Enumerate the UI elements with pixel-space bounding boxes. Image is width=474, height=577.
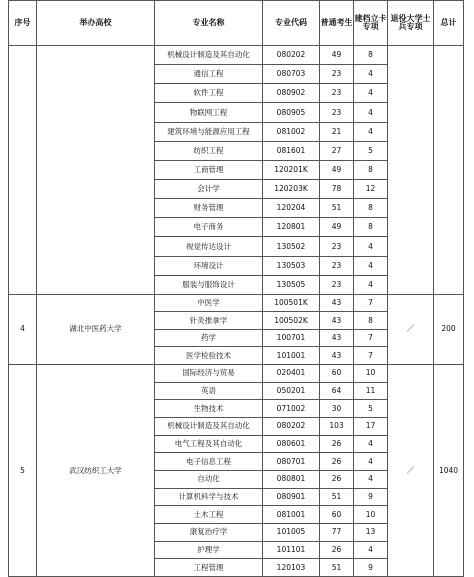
code-cell: 080202	[263, 417, 320, 435]
major-cell: 土木工程	[155, 506, 263, 524]
code-cell: 101005	[263, 524, 320, 542]
card-cell: 4	[354, 65, 388, 84]
total-cell	[434, 46, 464, 295]
general-cell: 49	[320, 160, 354, 179]
total-cell: 1040	[434, 364, 464, 576]
card-cell: 10	[354, 364, 388, 382]
major-cell: 机械设计制造及其自动化	[155, 417, 263, 435]
major-cell: 物联网工程	[155, 103, 263, 122]
code-cell: 080703	[263, 65, 320, 84]
general-cell: 78	[320, 179, 354, 198]
school-cell: 武汉纺织工大学	[37, 364, 155, 576]
general-cell: 49	[320, 46, 354, 65]
school-cell	[37, 46, 155, 295]
major-cell: 康复治疗学	[155, 524, 263, 542]
card-cell: 7	[354, 329, 388, 347]
general-cell: 30	[320, 400, 354, 418]
card-cell: 8	[354, 312, 388, 330]
code-cell: 120103	[263, 559, 320, 577]
code-cell: 080905	[263, 103, 320, 122]
major-cell: 财务管理	[155, 199, 263, 218]
enrollment-table	[8, 0, 464, 577]
general-cell: 23	[320, 275, 354, 294]
code-cell: 080902	[263, 84, 320, 103]
card-cell: 4	[354, 84, 388, 103]
code-cell: 120201K	[263, 160, 320, 179]
card-cell: 4	[354, 453, 388, 471]
seq-cell: 4	[9, 294, 37, 364]
major-cell: 纺织工程	[155, 141, 263, 160]
header-veteran: 退役大学士兵专项	[388, 1, 434, 46]
major-cell: 针灸推拿学	[155, 312, 263, 330]
card-cell: 9	[354, 559, 388, 577]
major-cell: 计算机科学与技术	[155, 488, 263, 506]
code-cell: 100502K	[263, 312, 320, 330]
code-cell: 080601	[263, 435, 320, 453]
major-cell: 生物技术	[155, 400, 263, 418]
table-row	[9, 46, 464, 65]
code-cell: 020401	[263, 364, 320, 382]
header-school: 举办高校	[37, 1, 155, 46]
card-cell: 8	[354, 46, 388, 65]
major-cell: 建筑环境与能源应用工程	[155, 122, 263, 141]
card-cell: 12	[354, 179, 388, 198]
general-cell: 21	[320, 122, 354, 141]
card-cell: 8	[354, 199, 388, 218]
code-cell: 120801	[263, 218, 320, 237]
major-cell: 环境设计	[155, 256, 263, 275]
general-cell: 23	[320, 103, 354, 122]
total-cell: 200	[434, 294, 464, 364]
code-cell: 101001	[263, 347, 320, 365]
code-cell: 100701	[263, 329, 320, 347]
general-cell: 23	[320, 237, 354, 256]
general-cell: 43	[320, 312, 354, 330]
general-cell: 51	[320, 559, 354, 577]
general-cell: 77	[320, 524, 354, 542]
card-cell: 9	[354, 488, 388, 506]
card-cell: 4	[354, 541, 388, 559]
major-cell: 英语	[155, 382, 263, 400]
general-cell: 51	[320, 488, 354, 506]
general-cell: 43	[320, 329, 354, 347]
general-cell: 26	[320, 453, 354, 471]
code-cell: 071002	[263, 400, 320, 418]
major-cell: 通信工程	[155, 65, 263, 84]
code-cell: 081002	[263, 122, 320, 141]
major-cell: 工程管理	[155, 559, 263, 577]
code-cell: 130503	[263, 256, 320, 275]
general-cell: 23	[320, 65, 354, 84]
header-seq: 序号	[9, 1, 37, 46]
major-cell: 自动化	[155, 470, 263, 488]
general-cell: 26	[320, 470, 354, 488]
header-total: 总计	[434, 1, 464, 46]
header-general: 普通考生	[320, 1, 354, 46]
veteran-cell: ／	[388, 364, 434, 576]
general-cell: 64	[320, 382, 354, 400]
code-cell: 130502	[263, 237, 320, 256]
school-cell: 湖北中医药大学	[37, 294, 155, 364]
table-body	[9, 46, 464, 577]
major-cell: 医学检验技术	[155, 347, 263, 365]
code-cell: 050201	[263, 382, 320, 400]
card-cell: 4	[354, 237, 388, 256]
general-cell: 103	[320, 417, 354, 435]
card-cell: 4	[354, 435, 388, 453]
code-cell: 081001	[263, 506, 320, 524]
card-cell: 17	[354, 417, 388, 435]
card-cell: 5	[354, 141, 388, 160]
card-cell: 4	[354, 256, 388, 275]
general-cell: 26	[320, 435, 354, 453]
major-cell: 工商管理	[155, 160, 263, 179]
card-cell: 13	[354, 524, 388, 542]
general-cell: 60	[320, 364, 354, 382]
header-card: 建档立卡专项	[354, 1, 388, 46]
general-cell: 43	[320, 347, 354, 365]
seq-cell	[9, 46, 37, 295]
header-major: 专业名称	[155, 1, 263, 46]
general-cell: 43	[320, 294, 354, 312]
card-cell: 4	[354, 122, 388, 141]
general-cell: 60	[320, 506, 354, 524]
major-cell: 电子商务	[155, 218, 263, 237]
code-cell: 081601	[263, 141, 320, 160]
major-cell: 电子信息工程	[155, 453, 263, 471]
major-cell: 药学	[155, 329, 263, 347]
code-cell: 100501K	[263, 294, 320, 312]
general-cell: 23	[320, 84, 354, 103]
major-cell: 护理学	[155, 541, 263, 559]
header-code: 专业代码	[263, 1, 320, 46]
code-cell: 080901	[263, 488, 320, 506]
general-cell: 26	[320, 541, 354, 559]
card-cell: 7	[354, 347, 388, 365]
code-cell: 120204	[263, 199, 320, 218]
card-cell: 4	[354, 275, 388, 294]
general-cell: 23	[320, 256, 354, 275]
card-cell: 8	[354, 218, 388, 237]
veteran-cell	[388, 46, 434, 295]
code-cell: 080801	[263, 470, 320, 488]
major-cell: 视觉传达设计	[155, 237, 263, 256]
major-cell: 软件工程	[155, 84, 263, 103]
major-cell: 电气工程及其自动化	[155, 435, 263, 453]
code-cell: 080701	[263, 453, 320, 471]
card-cell: 5	[354, 400, 388, 418]
major-cell: 中医学	[155, 294, 263, 312]
code-cell: 101101	[263, 541, 320, 559]
general-cell: 49	[320, 218, 354, 237]
card-cell: 11	[354, 382, 388, 400]
major-cell: 会计学	[155, 179, 263, 198]
card-cell: 7	[354, 294, 388, 312]
header-row	[9, 1, 464, 46]
code-cell: 120203K	[263, 179, 320, 198]
seq-cell: 5	[9, 364, 37, 576]
major-cell: 服装与服饰设计	[155, 275, 263, 294]
card-cell: 4	[354, 470, 388, 488]
general-cell: 27	[320, 141, 354, 160]
table-row	[9, 294, 464, 312]
major-cell: 国际经济与贸易	[155, 364, 263, 382]
table-row	[9, 364, 464, 382]
general-cell: 51	[320, 199, 354, 218]
card-cell: 10	[354, 506, 388, 524]
major-cell: 机械设计制造及其自动化	[155, 46, 263, 65]
code-cell: 130505	[263, 275, 320, 294]
code-cell: 080202	[263, 46, 320, 65]
veteran-cell: ／	[388, 294, 434, 364]
card-cell: 4	[354, 103, 388, 122]
card-cell: 8	[354, 160, 388, 179]
